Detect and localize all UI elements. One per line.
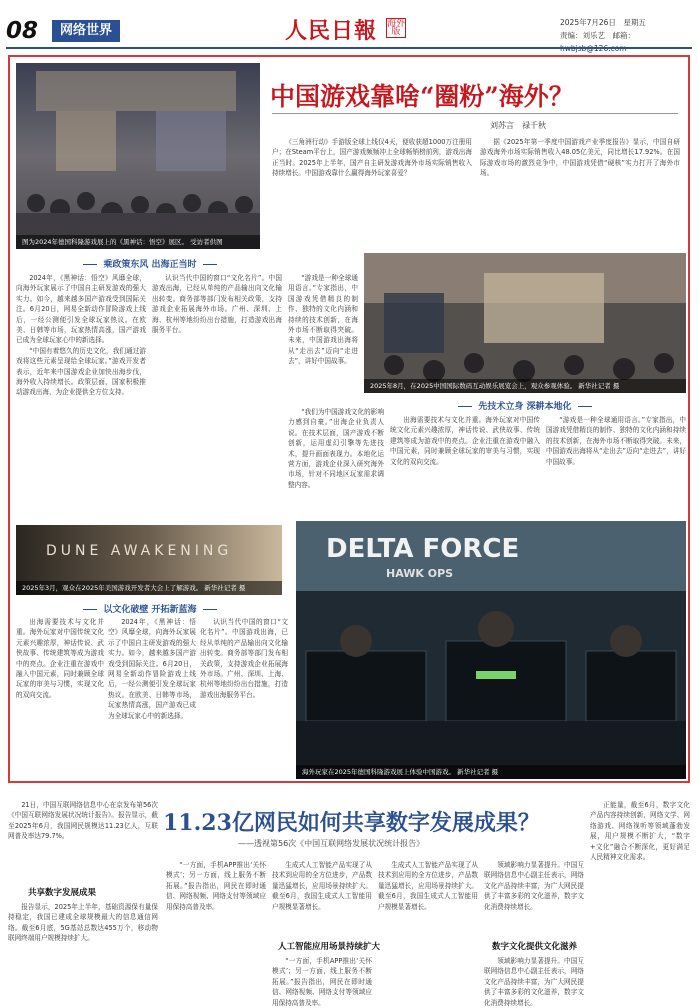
photo-expo-visitors-caption: 2025年8月，在2025中国国际数码互动娱乐展览会上，观众参观体验。 新华社记者 摄 <box>364 379 686 393</box>
feature-article <box>8 55 690 783</box>
bottom-col-3 <box>272 860 372 940</box>
feature-byline: 刘苏言 禄千秋 <box>490 121 546 130</box>
bottom-article <box>8 790 690 1007</box>
column-a-text: 2024年，《黑神话：悟空》风靡全球，向海外玩家展示了中国自主研发游戏的强大实力。如今，越来越多国产游戏受到国际关注。6月20日，网易全新动作冒险游戏上线后，一经公测便引发全球玩家热议。在欧美、日韩等市场，玩家热情高涨，国产游戏已成为全球玩家心中的新选择。 <box>16 274 146 345</box>
column-d-text: “我们为中国游戏文化的影响力感到自豪。”出海企业负责人说。在技术层面，国产游戏不断创新，运用虚幻引擎等先进技术，提升画面表现力。本地化运营方面，游戏企业深入研究海外市场，针对不同地区玩家需求调整内容。 <box>288 408 384 489</box>
intro-paragraph: 《三角洲行动》手游版全球上线仅4天，便收获超1000万注册用户；在Steam平台上，国产游戏频频冲上全球畅销榜前列，游戏出海正当时。2025年上半年，国产自主研发游戏海外市场实际销售收入持续增长。中国游戏靠什么赢得海外玩家喜爱？ <box>272 138 472 178</box>
photo-expo-visitors <box>364 253 686 393</box>
intro-column-2 <box>480 137 680 247</box>
bottom-headline: 11.23亿网民如何共享数字发展成果？ <box>163 810 540 836</box>
bottom-col-3-text: 生成式人工智能产品实现了从技术到应用的全方位进步，产品数量迅猛增长，应用场景持续扩大。截至6月，我国生成式人工智能用户规模显著增长。 <box>272 861 372 911</box>
subhead-culture: 以文化破壁 开拓新蓝海 <box>50 602 250 615</box>
column-i-text: 出海需要技术与文化并重。海外玩家对中国传统文化元素兴趣浓厚，神话传说、武侠故事、传统建筑等成为游戏中的亮点。企业注重在游戏中融入中国元素，同时兼顾全球玩家的审美与习惯，实现文化的双向交流。 <box>16 618 104 699</box>
bottom-section-1: 共享数字发展成果 <box>28 888 97 898</box>
bottom-col-3b <box>272 956 372 1007</box>
photo-delta-force-label2: HAWK OPS <box>386 567 454 580</box>
bottom-col-5-text: 领域影响力显著提升。中国互联网络信息中心副主任表示，网络文化产品持续丰富，为广大网民提供了丰富多彩的文化滋养，数字文化消费持续增长。 <box>484 861 584 911</box>
masthead <box>0 0 698 48</box>
header-meta <box>560 16 690 55</box>
column-j <box>108 617 196 779</box>
newspaper-logo: 人民日報 <box>285 18 378 44</box>
header-editor: 责编：刘乐艺 邮箱： <box>560 31 635 40</box>
subhead-policy: 乘政策东风 出海正当时 <box>50 257 250 270</box>
column-g <box>390 415 540 517</box>
bottom-col-5b <box>484 956 584 1007</box>
photo-delta-force-label1: DELTA FORCE <box>326 534 520 564</box>
column-f-text: “游戏是一种全球通用语言。”专家指出，中国游戏凭借精良的制作、独特的文化内涵和持续的技术创新，在海外市场不断取得突破。未来，中国游戏出海将从“走出去”迈向“走进去”，讲好中国故事。 <box>288 274 358 366</box>
bottom-col-1-text: 报告显示，2025年上半年，基础资源保有量保持稳定，我国已建成全球规模最大的信息通信网络。截至6月底，5G基站总数达455万个，移动物联网终端用户规模持续扩大。 <box>8 903 158 943</box>
intro-column-1 <box>272 137 472 247</box>
column-b-text: “中国有着悠久的历史文化，我们通过游戏将这些元素呈现给全球玩家。”游戏开发者表示，近年来中国游戏企业加快出海步伐，海外收入持续增长。政策层面，国家积极推动游戏出海，为企业提供全方位支持。 <box>16 346 146 397</box>
column-d <box>288 407 384 517</box>
bottom-col-4 <box>378 860 478 996</box>
photo-delta-force-image <box>296 521 686 779</box>
column-k-text: 认识当代中国的窗口“文化名片”。中国游戏出海，已经从单纯的产品输出向文化输出转变。商务部等部门发布相关政策，支持游戏企业拓展海外市场。广州、深圳、上海、杭州等地纷纷出台措施，打造游戏出海服务平台。 <box>200 618 288 699</box>
column-k <box>200 617 288 779</box>
feature-headline: 中国游戏靠啥“圈粉”海外？ <box>270 82 574 111</box>
column-j-text: 2024年，《黑神话：悟空》风靡全球，向海外玩家展示了中国自主研发游戏的强大实力。如今，越来越多国产游戏受到国际关注。6月20日，网易全新动作冒险游戏上线后，一经公测便引发全球玩家热议。在欧美、日韩等市场，玩家热情高涨，国产游戏已成为全球玩家心中的新选择。 <box>108 618 196 720</box>
bottom-col-1 <box>8 902 158 996</box>
column-h <box>546 415 686 517</box>
bottom-col-5 <box>484 860 584 940</box>
photo-dune-caption: 2025年3月，观众在2025年美国游戏开发者大会上了解游戏。 新华社记者 摄 <box>16 581 282 595</box>
logo-badge: 海外版 <box>387 19 406 37</box>
photo-expo-visitors-image <box>364 253 686 393</box>
column-c-text: 认识当代中国的窗口“文化名片”。中国游戏出海，已经从单纯的产品输出向文化输出转变。商务部等部门发布相关政策，支持游戏企业拓展海外市场。广州、深圳、上海、杭州等地纷纷出台措施，打造游戏出海服务平台。 <box>152 274 282 335</box>
column-h-text: “游戏是一种全球通用语言。”专家指出，中国游戏凭借精良的制作、独特的文化内涵和持续的技术创新，在海外市场不断取得突破。未来，中国游戏出海将从“走出去”迈向“走进去”，讲好中国故事。 <box>546 416 686 466</box>
column-c <box>152 273 282 521</box>
photo-game-expo-caption: 图为2024年德国科隆游戏展上的《黑神话：悟空》展区。 受访者供图 <box>16 235 260 249</box>
bottom-col-6 <box>590 800 690 996</box>
header-rule <box>6 47 692 49</box>
photo-game-expo <box>16 63 260 249</box>
bottom-section-2: 人工智能应用场景持续扩大 <box>278 942 381 952</box>
column-i <box>16 617 104 779</box>
column-e-text: 出海需要技术与文化并重。海外玩家对中国传统文化元素兴趣浓厚，神话传说、武侠故事、传统建筑等成为游戏中的亮点。企业注重在游戏中融入中国元素，同时兼顾全球玩家的审美与习惯，实现文化的双向交流。 <box>390 416 540 466</box>
bottom-lead-text: 21日，中国互联网络信息中心在京发布第56次《中国互联网络发展状况统计报告》。报告显示，截至2025年6月，我国网民规模达11.23亿人，互联网普及率达79.7%。 <box>8 801 158 841</box>
bottom-subtitle: ——透视第56次《中国互联网络发展状况统计报告》 <box>238 839 425 848</box>
section-tag: 网络世界 <box>52 20 120 42</box>
photo-game-expo-image <box>16 63 260 249</box>
column-c2 <box>288 273 358 403</box>
photo-dune-label: DUNE AWAKENING <box>46 543 233 559</box>
bottom-col-3b-text: “一方面，手机APP推出‘关怀模式’；另一方面，线上服务不断拓展。”报告指出，网民在即时通信、网络视频、网络支付等领域应用保持高普及率。 <box>272 957 372 1007</box>
bottom-col-4-text: 生成式人工智能产品实现了从技术到应用的全方位进步，产品数量迅猛增长，应用场景持续扩大。截至6月，我国生成式人工智能用户规模显著增长。 <box>378 861 478 911</box>
photo-delta-force-caption: 海外玩家在2025年德国科隆游戏展上体验中国游戏。 新华社记者 摄 <box>296 765 686 779</box>
subhead-technology: 先技术立身 深耕本地化 <box>410 399 640 412</box>
bottom-lead-box <box>8 790 160 996</box>
header-date: 2025年7月26日 星期五 <box>560 18 646 27</box>
bottom-col-6-text: 正能量，截至6月，数字文化产品内容持续创新，网络文学、网络游戏、网络视听等领域蓬勃发展，用户规模不断扩大，“数字+文化”融合不断深化，更好满足人民精神文化需求。 <box>590 801 690 862</box>
bottom-section-3: 数字文化提供文化滋养 <box>492 942 578 952</box>
column-a <box>16 273 146 521</box>
bottom-lead <box>8 800 158 880</box>
photo-dune <box>16 525 282 595</box>
bottom-col-2 <box>166 860 266 996</box>
intro-paragraph-2: 据《2025年第一季度中国游戏产业季度报告》显示，中国自研游戏海外市场实际销售收入48.05亿美元，同比增长17.92%。在国际游戏市场的激烈竞争中，中国游戏凭借“硬核”实力打开了海外市场。 <box>480 138 680 178</box>
bottom-col-2-text: “一方面，手机APP推出‘关怀模式’；另一方面，线上服务不断拓展。”报告指出，网民在即时通信、网络视频、网络支付等领域应用保持高普及率。 <box>166 861 266 911</box>
bottom-col-5b-text: 领域影响力显著提升。中国互联网络信息中心副主任表示，网络文化产品持续丰富，为广大网民提供了丰富多彩的文化滋养，数字文化消费持续增长。 <box>484 957 584 1007</box>
headline-rule <box>272 113 678 114</box>
page-number: 08 <box>6 18 39 44</box>
photo-delta-force <box>296 521 686 779</box>
